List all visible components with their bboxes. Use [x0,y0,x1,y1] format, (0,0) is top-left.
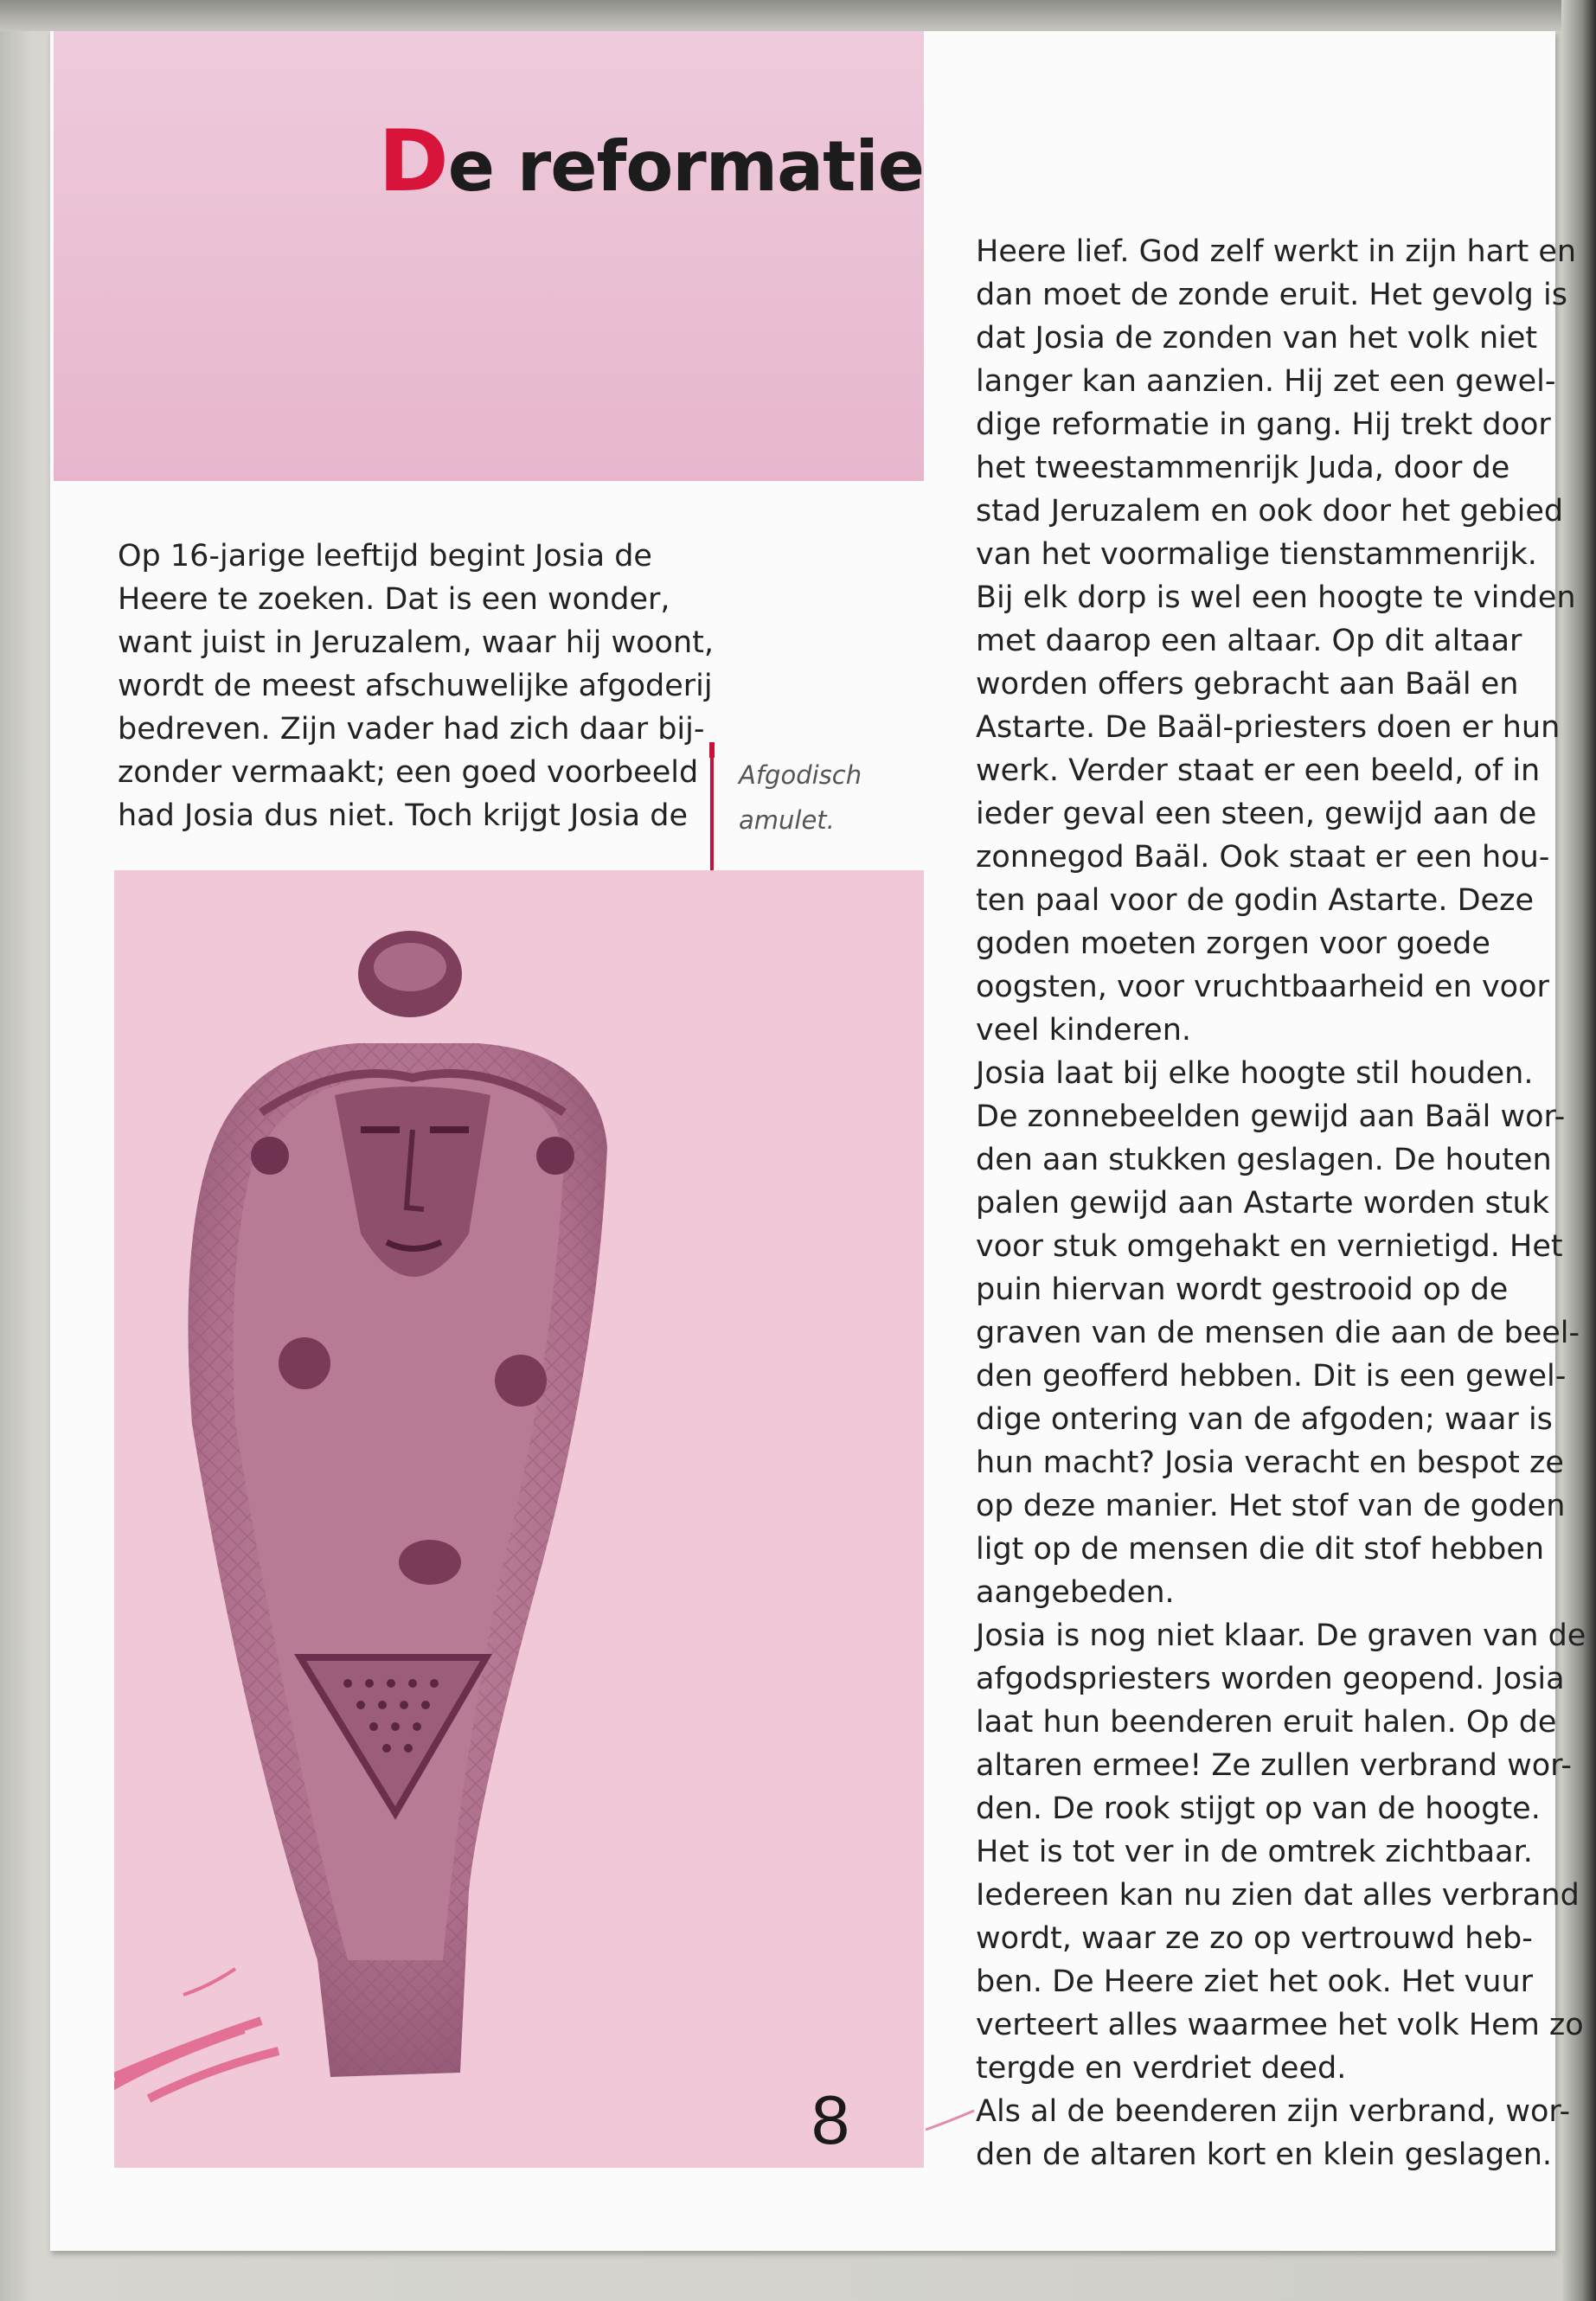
amulet-figure-icon [114,870,924,2168]
right-column-text: Heere lief. God zelf werkt in zijn hart en dan moet de zonde eruit. Het gevolg is dat Josia de zonden van het volk niet langer kan aanzien. Hij zet een gewel- dige reformatie in gang. Hij trekt door het tweestammenrijk Juda, door de stad Jeruzalem en ook door het gebied van het voormalige tienstammenrijk. Bij elk dorp is wel een hoogte te vinden met daarop een altaar. Op dit altaar worden offers gebracht aan Baäl en Astarte. De Baäl-priesters doen er hun werk. Verder staat er een beeld, of in ieder geval een steen, gewijd aan de zonnegod Baäl. Ook staat er een hou- ten paal voor de godin Astarte. Deze goden moeten zorgen voor goede oogsten, voor vruchtbaarheid en voor veel kinderen. Josia laat bij elke hoogte stil houden. De zonnebeelden gewijd aan Baäl wor- den aan stukken geslagen. De houten palen gewijd aan Astarte worden stuk voor stuk omgehakt en vernietigd. Het puin hiervan wordt gestrooid op de graven van de mensen die aan de beel- den geofferd hebben. Dit is een gewel- dige ontering van de afgoden; waar is hun macht? Josia veracht en bespot ze op deze manier. Het stof van de goden ligt op de mensen die dit stof hebben aangebeden. Josia is nog niet klaar. De graven van de afgodspriesters worden geopend. Josia laat hun beenderen eruit halen. Op de altaren ermee! Ze zullen verbrand wor- den. De rook stijgt op van de hoogte. Het is tot ver in de omtrek zichtbaar. Iedereen kan nu zien dat alles verbrand wordt, waar ze zo op vertrouwd heb- ben. De Heere ziet het ook. Het vuur verteert alles waarmee het volk Hem zo tergde en verdriet deed. Als al de beenderen zijn verbrand, wor- den de altaren kort en klein geslagen. [976,234,1586,2172]
book-binding-top [0,0,1596,31]
page-number: 8 [811,2081,850,2158]
left-column-text: Op 16-jarige leeftijd begint Josia de Heere te zoeken. Dat is een wonder, want juist in Jeruzalem, waar hij woont, wordt de meest afschuwelijke afgoderij bedreven. Zijn vader had zich daar bij- zonder vermaakt; een goed voorbeeld had Josia dus niet. Toch krijgt Josia de [118,539,714,833]
image-caption: Afgodisch amulet. [739,760,862,835]
amulet-photo [114,870,924,2168]
title-initial: D [378,112,448,211]
title-band [54,31,924,481]
decorative-stroke-icon [924,2102,976,2137]
title-rest: e reformatie [447,126,924,207]
page-title [0,112,924,211]
